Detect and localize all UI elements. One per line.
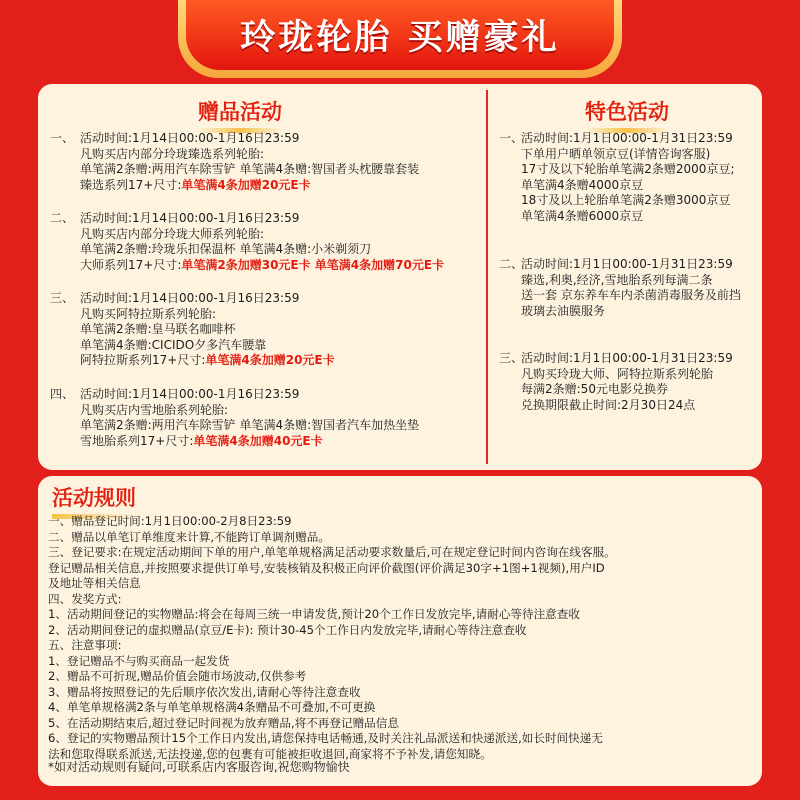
gift-item-number: 一、 [50, 131, 75, 145]
gift-item-bonus-value: 单笔满4条加赠40元E卡 [193, 433, 323, 448]
gift-item-bonus-label: 大师系列17+尺寸: [80, 257, 182, 272]
feature-item-1 [499, 131, 735, 224]
rules-line: 登记赠品相关信息,并按照要求提供订单号,安装核销及积极正向评价截图(评价满足30字+1图+1视频),用户ID [48, 560, 605, 575]
feature-item-line: 18寸及以上轮胎单笔满2条赠3000京豆 [521, 193, 731, 207]
rules-line: 6、登记的实物赠品预计15个工作日内发出,请您保持电话畅通,及时关注礼品派送和快递派送,如长时间快递无 [48, 731, 603, 745]
gift-item-1 [50, 131, 420, 193]
rules-line: 三、登记要求:在规定活动期间下单的用户,单笔单规格满足活动要求数量后,可在规定登记时间内咨询在线客服。 [48, 545, 616, 559]
gift-item-bonus [80, 258, 444, 274]
gift-item-time: 活动时间:1月14日00:00-1月16日23:59 [80, 291, 300, 305]
rules-footer: *如对活动规则有疑问,可联系店内客服咨询,祝您购物愉快 [48, 760, 350, 774]
rules-line: 1、登记赠品不与购买商品一起发货 [48, 653, 230, 668]
gift-item-rewards-2: 单笔满4条赠:CICIDO夕多汽车腰靠 [80, 337, 267, 352]
rules-title: 活动规则 [52, 482, 136, 519]
gift-item-3 [50, 291, 335, 369]
headline-ribbon [178, 0, 622, 78]
gift-item-time: 活动时间:1月14日00:00-1月16日23:59 [80, 387, 300, 401]
feature-item-line: 活动时间:1月1日00:00-1月31日23:59 [521, 131, 733, 145]
gift-item-rewards: 单笔满2条赠:两用汽车除雪铲 单笔满4条赠:智国者汽车加热坐垫 [80, 418, 420, 432]
gift-item-time: 活动时间:1月14日00:00-1月16日23:59 [80, 131, 300, 145]
gift-section-title: 赠品活动 [198, 96, 282, 133]
feature-item-number: 三、 [499, 351, 524, 365]
rules-line: 法和您取得联系派送,无法投递,您的包裹有可能被拒收退回,商家将不予补发,请您知晓。 [48, 746, 492, 761]
gift-item-scope: 凡购买店内部分玲珑大师系列轮胎: [80, 226, 265, 241]
gift-item-bonus-value: 单笔满4条加赠20元E卡 [181, 177, 311, 192]
feature-item-line: 每满2条赠:50元电影兑换券 [521, 382, 668, 396]
feature-section-title: 特色活动 [585, 96, 669, 133]
gift-item-bonus [80, 434, 419, 450]
rules-line: 及地址等相关信息 [48, 576, 141, 590]
gift-item-rewards: 单笔满2条赠:皇马联名咖啡杯 [80, 322, 236, 336]
feature-item-line: 送一套 京东养车车内杀菌消毒服务及前挡 [521, 288, 741, 302]
feature-item-line: 下单用户晒单领京豆(详情咨询客服) [521, 146, 711, 161]
gift-item-time: 活动时间:1月14日00:00-1月16日23:59 [80, 211, 300, 225]
gift-item-bonus-label: 阿特拉斯系列17+尺寸: [80, 353, 206, 367]
rules-line: 4、单笔单规格满2条与单笔单规格满4条赠品不可叠加,不可更换 [48, 700, 376, 714]
feature-item-number: 一、 [499, 131, 524, 145]
rules-line: 二、赠品以单笔订单维度来计算,不能跨订单调剂赠品。 [48, 529, 330, 544]
gift-item-number: 四、 [50, 387, 75, 401]
headline: 玲珑轮胎 买赠豪礼 [240, 18, 560, 58]
rules-line: 5、在活动期结束后,超过登记时间视为放弃赠品,将不再登记赠品信息 [48, 715, 399, 730]
feature-item-line: 17寸及以下轮胎单笔满2条赠2000京豆; [521, 162, 735, 176]
feature-item-line: 单笔满4条赠4000京豆 [521, 177, 644, 192]
gift-item-number: 三、 [50, 291, 75, 305]
gift-item-number: 二、 [50, 211, 75, 225]
feature-item-number: 二、 [499, 257, 524, 271]
rules-body [48, 514, 754, 762]
feature-item-line: 臻选,利奥,经济,雪地胎系列每满二条 [521, 272, 713, 287]
gift-item-bonus-value: 单笔满4条加赠20元E卡 [205, 353, 335, 367]
rules-line: 3、赠品将按照登记的先后顺序依次发出,请耐心等待注意查收 [48, 684, 361, 699]
rules-line: 一、赠品登记时间:1月1日00:00-2月8日23:59 [48, 514, 292, 528]
feature-item-line: 活动时间:1月1日00:00-1月31日23:59 [521, 351, 733, 365]
gift-item-rewards: 单笔满2条赠:玲珑乐扣保温杯 单笔满4条赠:小米剃须刀 [80, 242, 372, 256]
gift-item-bonus-label: 臻选系列17+尺寸: [80, 177, 182, 192]
feature-item-line: 凡购买玲珑大师、阿特拉斯系列轮胎 [521, 366, 714, 381]
feature-item-line: 单笔满4条赠6000京豆 [521, 208, 644, 223]
feature-item-3 [499, 351, 733, 413]
gift-item-bonus [80, 178, 419, 194]
feature-item-line: 兑换期限截止时间:2月30日24点 [521, 397, 696, 412]
gift-item-4 [50, 387, 420, 449]
rules-line: 2、活动期间登记的虚拟赠品(京豆/E卡): 预计30-45个工作日内发放完毕,请耐心等待注意查收 [48, 622, 527, 637]
rules-panel [38, 476, 762, 786]
feature-item-line: 玻璃去油膜服务 [521, 303, 606, 318]
feature-item-2 [499, 257, 741, 319]
gift-item-scope: 凡购买阿特拉斯系列轮胎: [80, 306, 217, 321]
gift-item-scope: 凡购买店内部分玲珑臻选系列轮胎: [80, 146, 265, 161]
gift-item-scope: 凡购买店内雪地胎系列轮胎: [80, 402, 229, 417]
gift-item-bonus [80, 353, 335, 369]
rules-line: 2、赠品不可折现,赠品价值会随市场波动,仅供参考 [48, 669, 307, 683]
gift-item-bonus-value: 单笔满2条加赠30元E卡 单笔满4条加赠70元E卡 [181, 257, 445, 272]
gift-item-bonus-label: 雪地胎系列17+尺寸: [80, 433, 194, 448]
rules-line: 五、注意事项: [48, 638, 122, 652]
gift-item-2 [50, 211, 445, 273]
rules-line: 四、发奖方式: [48, 591, 122, 606]
rules-line: 1、活动期间登记的实物赠品:将会在每周三统一申请发货,预计20个工作日发放完毕,请耐心等待注意查收 [48, 607, 580, 621]
column-divider [486, 90, 488, 464]
gift-item-rewards: 单笔满2条赠:两用汽车除雪铲 单笔满4条赠:智国者头枕腰靠套装 [80, 162, 420, 176]
feature-item-line: 活动时间:1月1日00:00-1月31日23:59 [521, 257, 733, 271]
